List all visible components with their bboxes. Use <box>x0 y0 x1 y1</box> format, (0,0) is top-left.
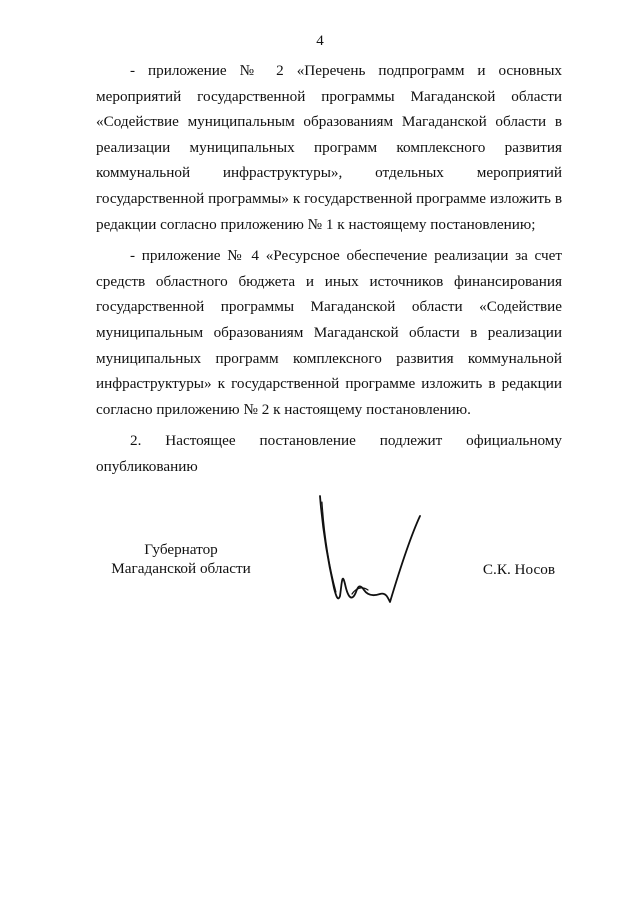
paragraph-appendix-4: - приложение № 4 «Ресурсное обеспечение реализации за счет средств областного бюджета и иных источников финансирования государственной программы Магаданской области «Содействие муниципальным образованиям Магаданской области в реализации муниципальных программ комплексного развития коммунальной инфраструктуры» к государственной программе изложить в редакции согласно приложению № 2 к настоящему постановлению. <box>96 247 562 418</box>
signatory-title-line-2: Магаданской области <box>111 560 251 577</box>
paragraph-appendix-2: - приложение № 2 «Перечень подпрограмм и основных мероприятий государственной программы Магаданской области «Содействие муниципальным образованиям Магаданской области в реализации муниципальных программ комплексного развития коммунальной инфраструктуры», отдельных мероприятий государственной программы» к государственной программе изложить в редакции согласно приложению № 1 к настоящему постановлению; <box>96 62 562 233</box>
handwritten-signature <box>312 492 432 614</box>
paragraph-publication-clause: 2. Настоящее постановление подлежит официальному опубликованию <box>96 432 562 475</box>
signatory-name: С.К. Носов <box>482 561 555 578</box>
page-number: 4 <box>316 33 324 49</box>
signatory-title <box>96 540 266 578</box>
document-body <box>96 58 562 480</box>
signatory-title-line-1: Губернатор <box>144 541 218 558</box>
